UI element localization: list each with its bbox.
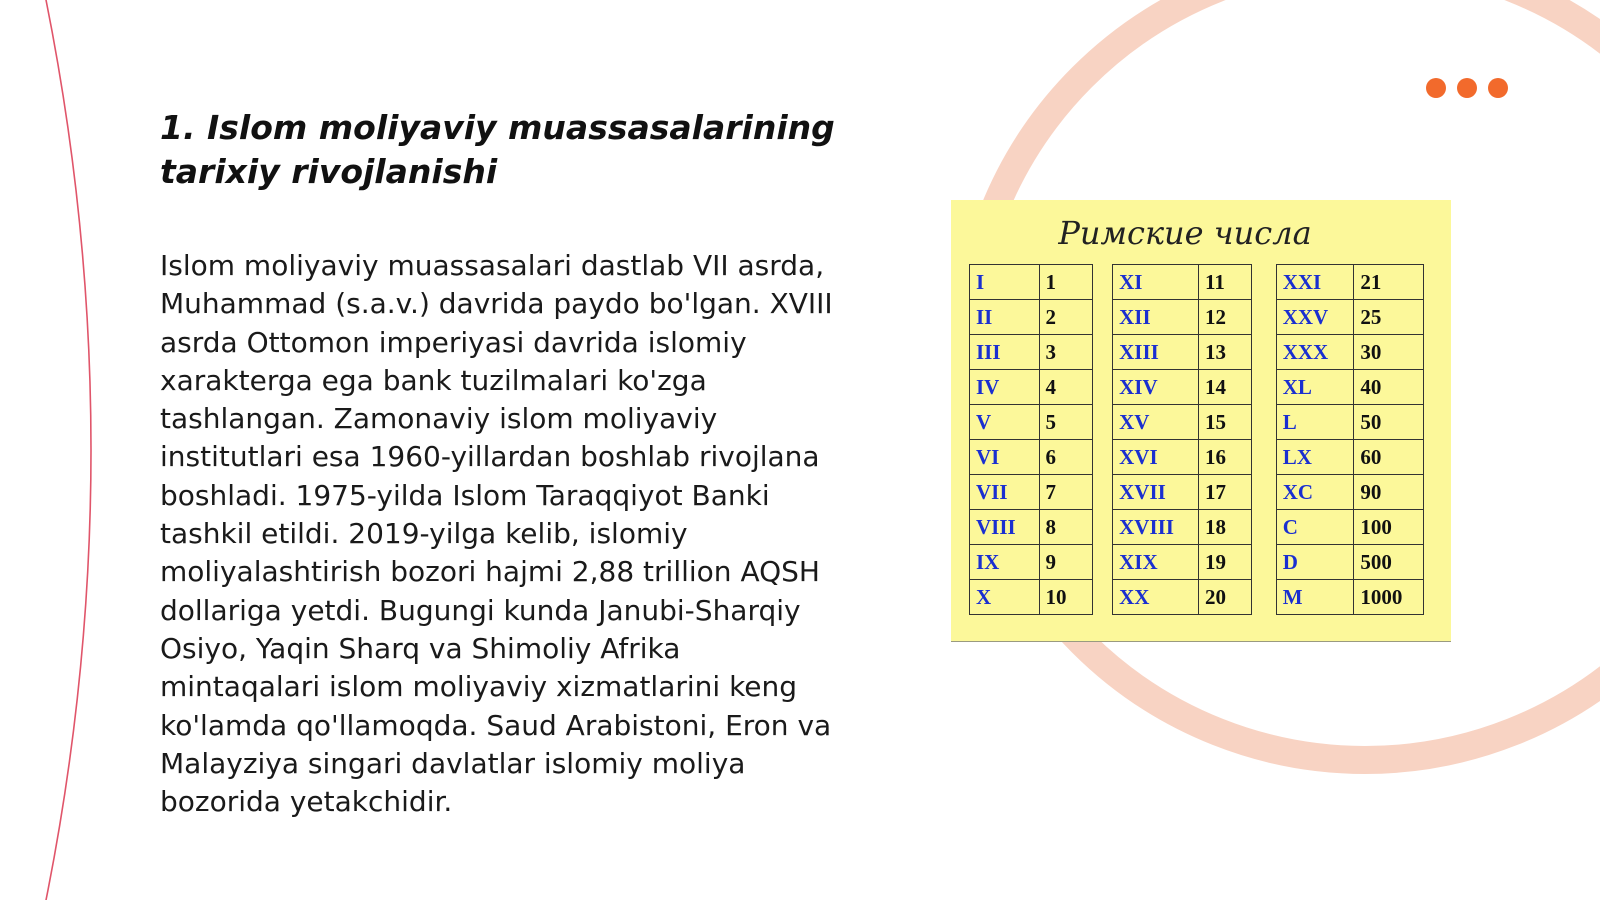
arabic-number-cell: 15 [1199,405,1252,440]
arabic-number-cell: 40 [1354,370,1424,405]
roman-numeral-cell: X [970,580,1040,615]
roman-numeral-cell: IV [970,370,1040,405]
arabic-number-cell: 19 [1199,545,1252,580]
roman-numeral-cell: XV [1113,405,1199,440]
roman-numeral-cell: III [970,335,1040,370]
roman-table-title: Римские числа [1058,214,1312,252]
column-gap [1252,405,1277,440]
table-row [970,545,1424,580]
table-row [970,580,1424,615]
table-row [970,440,1424,475]
arabic-number-cell: 60 [1354,440,1424,475]
roman-numerals-image [951,200,1451,642]
arabic-number-cell: 18 [1199,510,1252,545]
roman-numeral-cell: VII [970,475,1040,510]
slide-title: 1. Islom moliyaviy muassasalarining tarixiy rivojlanishi [160,108,835,191]
arabic-number-cell: 21 [1354,265,1424,300]
arabic-number-cell: 2 [1039,300,1092,335]
arabic-number-cell: 30 [1354,335,1424,370]
column-gap [1092,335,1112,370]
table-row [970,300,1424,335]
arabic-number-cell: 20 [1199,580,1252,615]
three-dots-icon [1426,78,1508,98]
arabic-number-cell: 7 [1039,475,1092,510]
roman-numeral-cell: XX [1113,580,1199,615]
roman-numeral-cell: XVII [1113,475,1199,510]
column-gap [1092,405,1112,440]
arabic-number-cell: 25 [1354,300,1424,335]
slide-body-text: Islom moliyaviy muassasalari dastlab VII asrda, Muhammad (s.a.v.) davrida paydo bo'lgan. XVIII asrda Ottomon imperiyasi davrida islomiy xarakterga ega bank tuzilmalari ko'zga tashlangan. Zamonaviy islom moliyaviy institutlari esa 1960-yillardan boshlab rivojlana boshladi. 1975-yilda Islom Taraqqiyot Banki tashkil etildi. 2019-yilga kelib, islomiy moliyalashtirish bozori hajmi 2,88 trillion AQSH dollariga yetdi. Bugungi kunda Janubi-Sharqiy Osiyo, Yaqin Sharq va Shimoliy Afrika mintaqalari islom moliyaviy xizmatlarini keng ko'lamda qo'llamoqda. Saud Arabistoni, Eron va Malayziya singari davlatlar islomiy moliya bozorida yetakchidir. [160,249,833,819]
arabic-number-cell: 10 [1039,580,1092,615]
column-gap [1252,580,1277,615]
column-gap [1252,265,1277,300]
roman-numeral-cell: XXI [1276,265,1354,300]
arabic-number-cell: 1000 [1354,580,1424,615]
roman-numeral-cell: XXV [1276,300,1354,335]
column-gap [1092,370,1112,405]
table-row [970,265,1424,300]
column-gap [1092,440,1112,475]
roman-numeral-cell: XI [1113,265,1199,300]
arabic-number-cell: 6 [1039,440,1092,475]
left-edge-curve [44,0,91,900]
arabic-number-cell: 4 [1039,370,1092,405]
arabic-number-cell: 8 [1039,510,1092,545]
roman-numeral-cell: XC [1276,475,1354,510]
column-gap [1252,510,1277,545]
column-gap [1092,300,1112,335]
roman-numeral-cell: D [1276,545,1354,580]
column-gap [1252,335,1277,370]
roman-numeral-cell: XIX [1113,545,1199,580]
arabic-number-cell: 11 [1199,265,1252,300]
column-gap [1252,475,1277,510]
roman-numeral-cell: VIII [970,510,1040,545]
arabic-number-cell: 17 [1199,475,1252,510]
column-gap [1092,545,1112,580]
roman-numeral-cell: XL [1276,370,1354,405]
dot-icon [1488,78,1508,98]
roman-numeral-cell: V [970,405,1040,440]
arabic-number-cell: 3 [1039,335,1092,370]
roman-numeral-cell: XVI [1113,440,1199,475]
arabic-number-cell: 100 [1354,510,1424,545]
roman-numeral-cell: XIII [1113,335,1199,370]
table-row [970,335,1424,370]
arabic-number-cell: 90 [1354,475,1424,510]
dot-icon [1426,78,1446,98]
roman-numeral-cell: XVIII [1113,510,1199,545]
arabic-number-cell: 16 [1199,440,1252,475]
arabic-number-cell: 12 [1199,300,1252,335]
dot-icon [1457,78,1477,98]
column-gap [1252,545,1277,580]
arabic-number-cell: 9 [1039,545,1092,580]
column-gap [1092,510,1112,545]
column-gap [1092,580,1112,615]
column-gap [1092,475,1112,510]
arabic-number-cell: 500 [1354,545,1424,580]
roman-numeral-cell: IX [970,545,1040,580]
arabic-number-cell: 1 [1039,265,1092,300]
column-gap [1092,265,1112,300]
roman-numeral-cell: XIV [1113,370,1199,405]
column-gap [1252,370,1277,405]
column-gap [1252,440,1277,475]
column-gap [1252,300,1277,335]
roman-numeral-cell: VI [970,440,1040,475]
table-row [970,370,1424,405]
roman-numeral-cell: XII [1113,300,1199,335]
roman-numeral-cell: II [970,300,1040,335]
roman-numerals-table [969,264,1424,615]
roman-numeral-cell: LX [1276,440,1354,475]
arabic-number-cell: 5 [1039,405,1092,440]
table-row [970,510,1424,545]
roman-numeral-cell: L [1276,405,1354,440]
table-row [970,475,1424,510]
roman-numeral-cell: I [970,265,1040,300]
roman-numeral-cell: XXX [1276,335,1354,370]
table-row [970,405,1424,440]
roman-numeral-cell: M [1276,580,1354,615]
roman-numeral-cell: C [1276,510,1354,545]
arabic-number-cell: 13 [1199,335,1252,370]
arabic-number-cell: 50 [1354,405,1424,440]
arabic-number-cell: 14 [1199,370,1252,405]
